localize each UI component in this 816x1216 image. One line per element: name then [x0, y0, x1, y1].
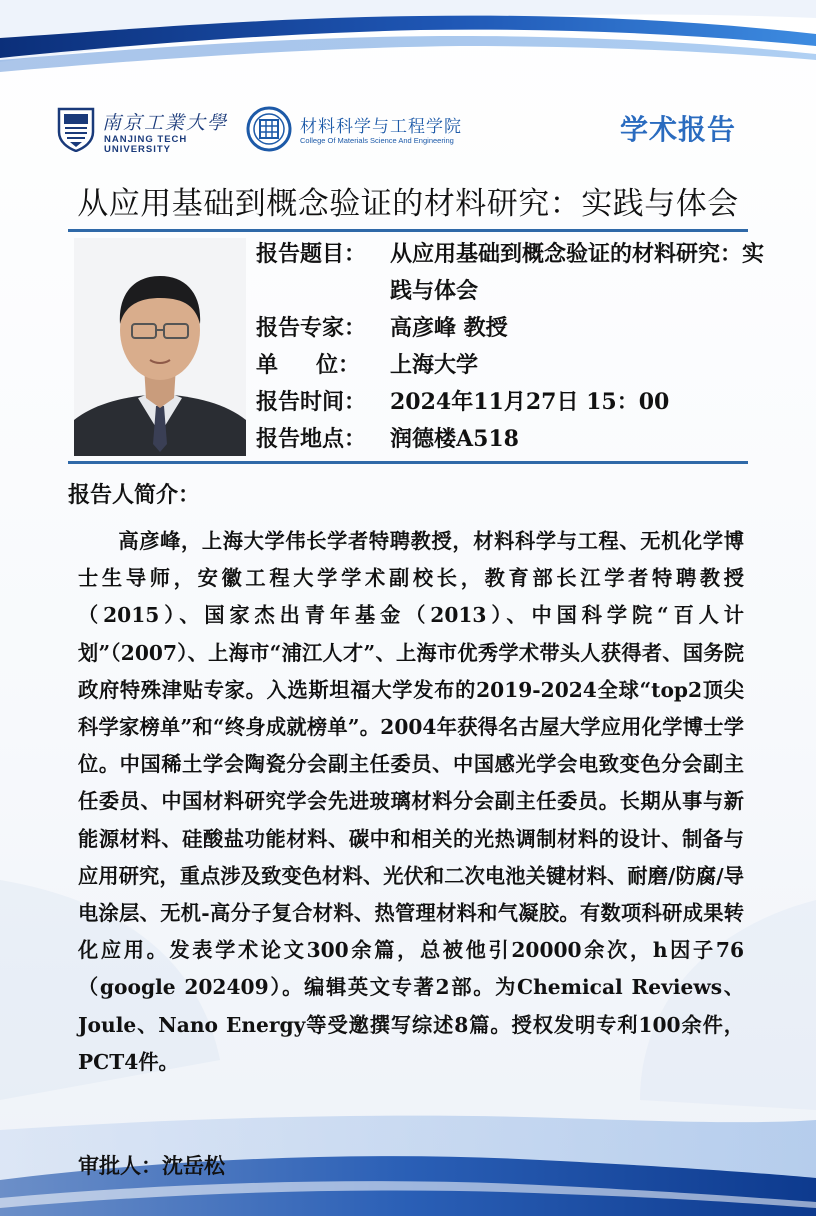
- info-row-unit: [256, 347, 776, 384]
- university-emblem-icon: [56, 106, 96, 152]
- divider-top: [68, 229, 748, 232]
- college-name-en: College Of Materials Science And Engineering: [300, 136, 454, 145]
- time-value: 2024年11月27日 15：00: [390, 389, 670, 415]
- speaker-portrait-icon: [74, 238, 246, 456]
- info-row-time: [256, 384, 776, 421]
- university-name-cn: 南京工業大學: [102, 112, 229, 134]
- academic-report-tag: 学术报告: [619, 113, 736, 146]
- unit-label-a: 单: [256, 352, 279, 378]
- college-logo: [246, 106, 486, 156]
- approver: 审批人：沈岳松: [78, 1153, 225, 1178]
- time-label: 报告时间：: [256, 389, 367, 415]
- info-row-speaker: [256, 310, 776, 347]
- place-label: 报告地点：: [256, 426, 367, 452]
- bio-heading: 报告人简介：: [68, 482, 201, 508]
- college-name-cn: 材料科学与工程学院: [300, 117, 462, 137]
- speaker-photo: [74, 238, 246, 456]
- university-name-en-line2: UNIVERSITY: [104, 144, 172, 155]
- info-row-place: [256, 421, 776, 458]
- bio-text: 高彦峰，上海大学伟长学者特聘教授，材料科学与工程、无机化学博士生导师，安徽工程大学学术副校长，教育部长江学者特聘教授（2015）、国家杰出青年基金（2013）、中国科学院“百人计划”（2007）、上海市“浦江人才”、上海市优秀学术带头人获得者、国务院政府特殊津贴专家。入选斯坦福大学发布的2019-2024全球“top2顶尖科学家榜单”和“终身成就榜单”。2004年获得名古屋大学应用化学博士学位。中国稀土学会陶瓷分会副主任委员、中国感光学会电致变色分会副主任委员、中国材料研究学会先进玻璃材料分会副主任委员。长期从事与新能源材料、硅酸盐功能材料、碳中和相关的光热调制材料的设计、制备与应用研究，重点涉及致变色材料、光伏和二次电池关键材料、耐磨/防腐/导电涂层、无机-高分子复合材料、热管理材料和气凝胶。有数项科研成果转化应用。发表学术论文300余篇，总被他引20000余次，h因子76（google 202409）。编辑英文专著2部。为Chemical Reviews、Joule、Nano Energy等受邀撰写综述8篇。授权发明专利100余件，PCT4件。: [78, 529, 744, 1074]
- unit-label: [256, 347, 390, 384]
- unit-label-b: 位：: [316, 352, 361, 378]
- speaker-value: 高彦峰 教授: [390, 315, 508, 341]
- unit-value: 上海大学: [390, 352, 479, 378]
- place-value: 润德楼A518: [390, 426, 519, 452]
- title-value: 从应用基础到概念验证的材料研究：实践与体会: [390, 241, 765, 304]
- info-row-title: [256, 236, 776, 310]
- university-name-en-line1: NANJING TECH: [104, 134, 188, 145]
- college-emblem-icon: [246, 106, 292, 152]
- divider-bottom: [68, 461, 748, 464]
- page-title: 从应用基础到概念验证的材料研究：实践与体会: [77, 186, 739, 222]
- speaker-label: 报告专家：: [256, 315, 367, 341]
- university-logo: [56, 106, 229, 155]
- report-info: [256, 236, 776, 458]
- title-label: 报告题目：: [256, 241, 367, 267]
